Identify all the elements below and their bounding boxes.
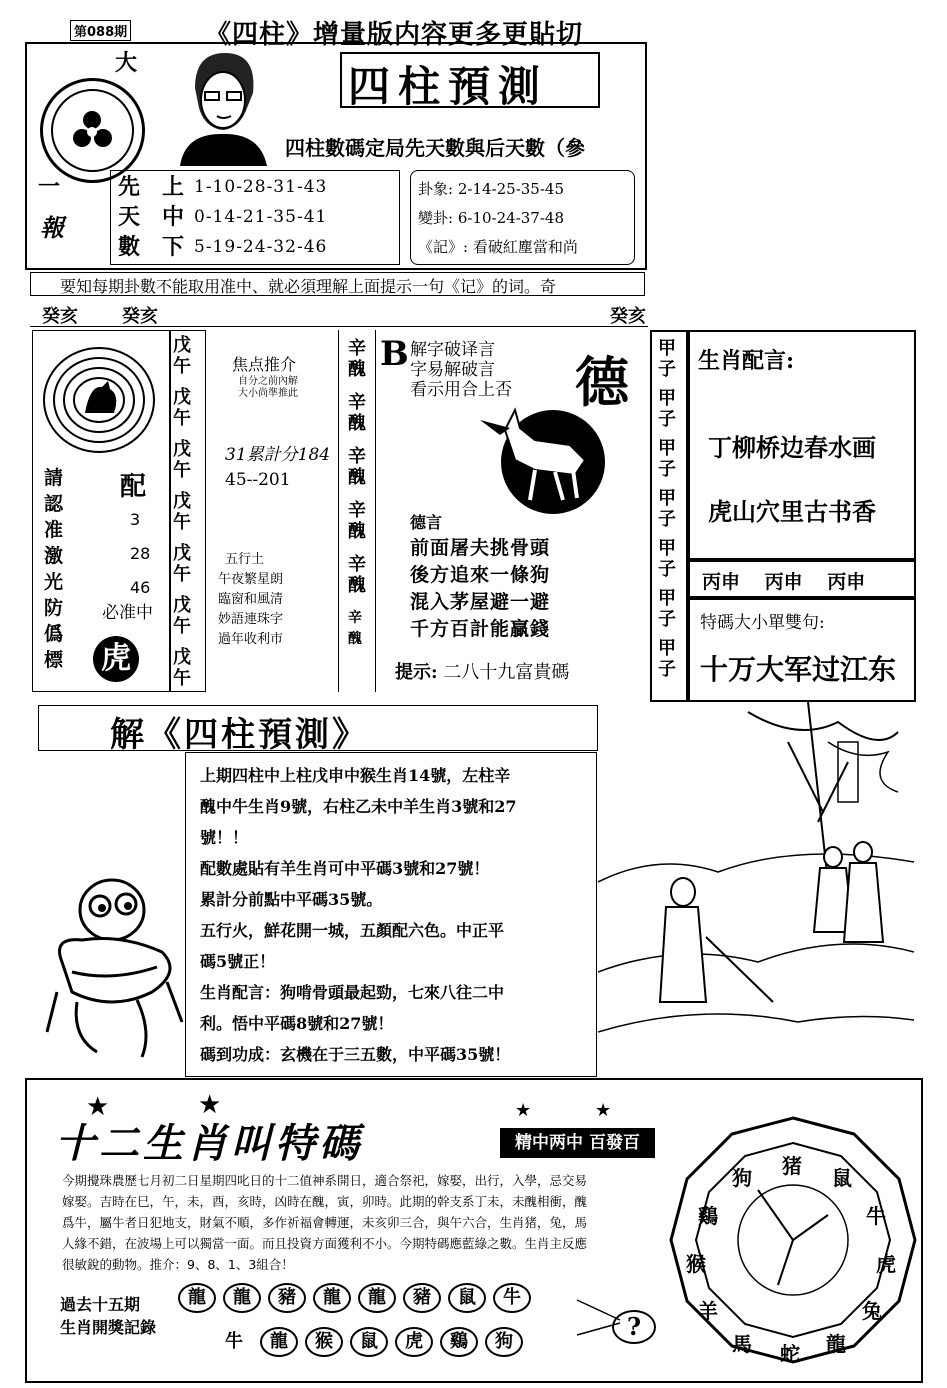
explain-title: 解《四柱預測》: [110, 715, 369, 755]
animal-chip: 猴: [305, 1327, 343, 1357]
history-label2: 生肖開獎記錄: [60, 1318, 157, 1337]
star-icon: ★: [198, 1090, 222, 1120]
portrait-image: [175, 48, 270, 166]
bottom-frame: [25, 1078, 923, 1383]
animal-chip: 龍: [223, 1283, 261, 1313]
b-mark: B: [380, 334, 409, 374]
side-char-bottom: 報: [40, 213, 64, 242]
guihai-left2: 癸亥: [122, 306, 158, 327]
numbers-right: 卦象: 2-14-25-35-45 變卦: 6-10-24-37-48 《記》: 看破紅塵當和尚: [418, 180, 578, 256]
subtitle: 四柱數碼定局先天數與后天數（參: [285, 136, 585, 160]
wheel-label: 馬: [732, 1332, 752, 1356]
wheel-label: 鷄: [698, 1204, 718, 1228]
calc-line1: 31累計分184: [225, 445, 331, 465]
numbers-rows: 上 1-10-28-31-43 中 0-14-21-35-41 下 5-19-24-32-46: [162, 174, 328, 260]
special-label: 特碼大小單雙句:: [700, 613, 825, 633]
wheel-label: 龍: [826, 1332, 846, 1356]
animal-chip: 龍: [358, 1283, 396, 1313]
explain-body: 上期四柱中上柱戊申中猴生肖14號，左柱辛 醜中牛生肖9號，右柱乙未中羊生肖3號和27 號！！ 配數處貼有羊生肖可中平碼3號和27號！ 累計分前點中平碼35號。 五行火，鮮花開一城，五顏配六色。中正平 碼5號正！ 生肖配言：狗啃骨頭最起勁，七來八往二中 利。悟中平碼8號和27號！ 碼到功成：玄機在于三五數，中平碼35號！: [200, 766, 517, 1064]
wheel-label: 牛: [866, 1204, 886, 1228]
jiazi-column: 甲子 甲子 甲子 甲子 甲子 甲子 甲子: [658, 338, 676, 680]
pinwheel-icon: [70, 108, 115, 153]
animal-chip: 龍: [260, 1327, 298, 1357]
banner-text: 《四柱》增量版内容更多更貼切: [205, 20, 584, 50]
notice-text: 要知每期卦數不能取用准中、就必須理解上面提示一句《记》的词。奇: [60, 277, 557, 296]
focus-sub1: 自分之前內解: [238, 376, 298, 387]
wheel-label: 虎: [876, 1252, 896, 1276]
calc-line2: 45--201: [225, 470, 291, 490]
wheel-label: 兔: [862, 1299, 882, 1323]
de-yan-label: 德言: [410, 513, 443, 532]
wheel-label: 蛇: [780, 1342, 800, 1366]
wheel-label: 猴: [686, 1252, 706, 1276]
guihai-left1: 癸亥: [42, 306, 78, 327]
question-mark: ?: [612, 1310, 656, 1344]
star-icon: ★: [595, 1100, 612, 1121]
shengxiao-line2: 虎山穴里古书香: [708, 498, 876, 526]
animal-chip: 鼠: [350, 1327, 388, 1357]
shengxiao-line1: 丁柳桥边春水画: [708, 434, 876, 462]
side-char-top: 大: [115, 50, 138, 76]
pei-label: 配: [120, 472, 147, 502]
focus-title: 焦点推介: [232, 355, 297, 374]
de-hint-lines: 解字破译言 字易解破言 看示用合上否: [410, 340, 512, 400]
focus-poem: 午夜繁星朗 臨窗和風清 妙語連珠字 過年收利市: [218, 572, 284, 648]
history-label1: 過去十五期: [60, 1295, 141, 1314]
animal-chip: 鼠: [448, 1283, 486, 1313]
wheel-label: 鼠: [832, 1166, 852, 1190]
shengxiao-title: 生肖配言:: [698, 348, 795, 374]
zodiac-badge: 精中两中 百發百: [500, 1128, 655, 1158]
pei-numbers: 3 28 46: [130, 510, 151, 597]
animal-chip: 豬: [403, 1283, 441, 1313]
animal-chip: 牛: [225, 1331, 243, 1352]
focus-sub2: 大小尚準推此: [238, 388, 298, 399]
de-hint: 提示: 二八十九富貴碼: [395, 662, 570, 683]
animal-chip: 牛: [493, 1283, 531, 1313]
wheel-label: 猪: [782, 1154, 802, 1178]
guihai-right: 癸亥: [610, 306, 646, 327]
animal-chip: 狗: [485, 1327, 523, 1357]
animal-chip: 虎: [395, 1327, 433, 1357]
zodiac-body: 今期攪珠農歷七月初二日星期四叱日的十二值神系開日，適合祭祀，嫁娶，出行，入學，忌交易 嫁娶。吉時在巳，午，未，酉，亥時，凶時在醜，寅，卯時。此期的幹支系丁未，未醜相衝，醜 爲牛，屬牛者日犯地支，財氣不順，多作祈福會轉運，未亥卯三合，與午六合，生肖猪，兔，馬 人緣不錯，在波場上可以獨當一面。而且投資方面獲利不小。今期特碼應藍綠之數。生肖主反應 很敏銳的動物。推介：9、8、1、3組合！: [62, 1173, 588, 1272]
wuxing-label: 五行土: [225, 552, 265, 567]
animal-chip: 龍: [313, 1283, 351, 1313]
tiger-char: 虎: [93, 636, 139, 682]
de-poem: 前面屠夫挑骨頭 後方追來一條狗 混入茅屋避一避 千方百計能贏錢: [410, 537, 551, 640]
page-title: 四柱預測: [348, 62, 549, 111]
special-text: 十万大军过江东: [700, 653, 897, 686]
seal-emblem: [40, 78, 145, 183]
wheel-label: 羊: [698, 1299, 718, 1323]
side-char-mid: 一: [38, 174, 61, 200]
landscape-illustration: [598, 702, 914, 1080]
de-char: 德: [575, 350, 629, 414]
xinchou-column: 辛醜 辛醜 辛醜 辛醜 辛醜 辛醜: [348, 338, 366, 647]
wuwu-column: 戊午 戊午 戊午 戊午 戊午 戊午 戊午: [173, 335, 191, 689]
wheel-label: 狗: [732, 1166, 752, 1190]
rooster-emblem: [40, 345, 158, 455]
xiantian-labels: 先 天 數: [118, 174, 141, 260]
must-hit-text: 必准中: [102, 603, 153, 623]
divider-line: [30, 326, 648, 327]
star-icon: ★: [515, 1100, 532, 1121]
animal-chip: 龍: [178, 1283, 216, 1313]
deer-illustration: [475, 400, 605, 520]
issue-label: 第088期: [70, 20, 131, 41]
cartoon-mascot: [42, 862, 190, 1072]
animal-chip: 豬: [268, 1283, 306, 1313]
star-icon: ★: [86, 1092, 110, 1122]
zodiac-title: 十二生肖叫特碼: [55, 1120, 363, 1167]
animal-chip: 鷄: [440, 1327, 478, 1357]
vertical-warning: 請 認 准 激 光 防 僞 標: [44, 467, 64, 671]
bingshen-row: 丙申 丙申 丙申: [702, 571, 866, 593]
